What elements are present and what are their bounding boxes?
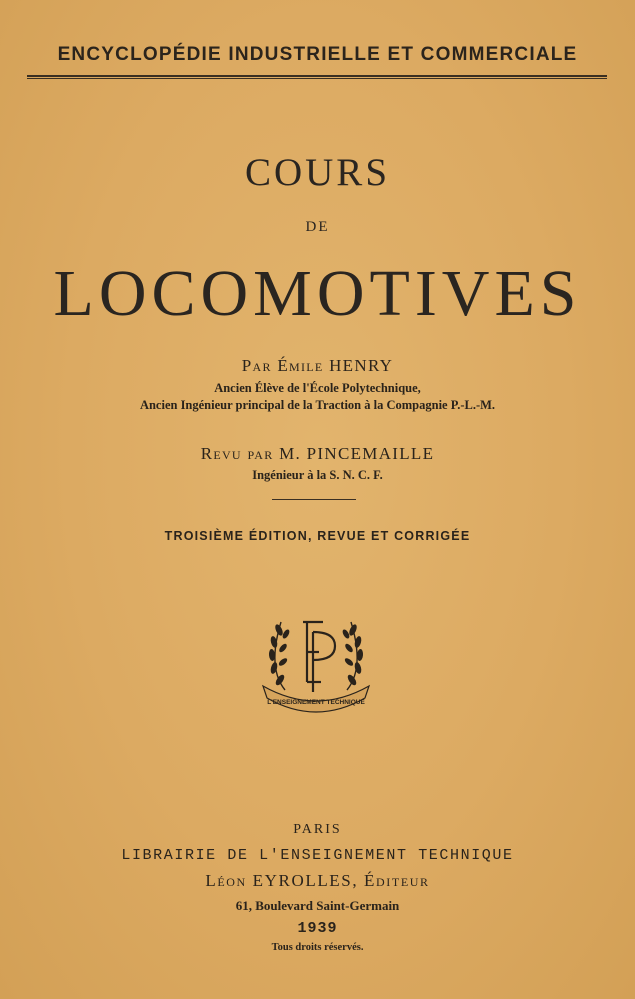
imprint-year: 1939 — [297, 920, 338, 937]
author-credential-1: Ancien Élève de l'École Polytechnique, — [214, 381, 421, 395]
imprint-rights: Tous droits réservés. — [271, 942, 364, 953]
author-credential-2: Ancien Ingénieur principal de la Traction à la Compagnie P.-L.-M. — [139, 398, 496, 412]
author-line — [0, 356, 635, 376]
reviser-line — [0, 444, 635, 464]
book-title-line-3: LOCOMOTIVES — [53, 257, 582, 330]
author-name: HENRY — [329, 356, 394, 375]
edition-note: TROISIÈME ÉDITION, REVUE ET CORRIGÉE — [164, 529, 471, 543]
imprint-publisher: LIBRAIRIE DE L'ENSEIGNEMENT TECHNIQUE — [121, 847, 514, 864]
reviser-name: PINCEMAILLE — [306, 444, 435, 463]
imprint-editor: Léon EYROLLES, Éditeur — [205, 871, 430, 890]
short-rule — [272, 499, 356, 500]
publisher-emblem — [255, 608, 377, 713]
imprint-place: PARIS — [293, 822, 342, 837]
emblem-ribbon-text: L'ENSEIGNEMENT TECHNIQUE — [267, 699, 365, 706]
imprint-address: 61, Boulevard Saint-Germain — [235, 898, 400, 913]
book-title-line-2: DE — [305, 219, 330, 235]
top-rule — [27, 75, 607, 79]
series-title: ENCYCLOPÉDIE INDUSTRIELLE ET COMMERCIALE — [57, 44, 578, 65]
reviser-credential: Ingénieur à la S. N. C. F. — [252, 468, 383, 482]
author-prefix: Par Émile — [241, 356, 324, 375]
reviser-prefix: Revu par M. — [200, 444, 302, 463]
book-title-line-1: COURS — [244, 151, 391, 194]
